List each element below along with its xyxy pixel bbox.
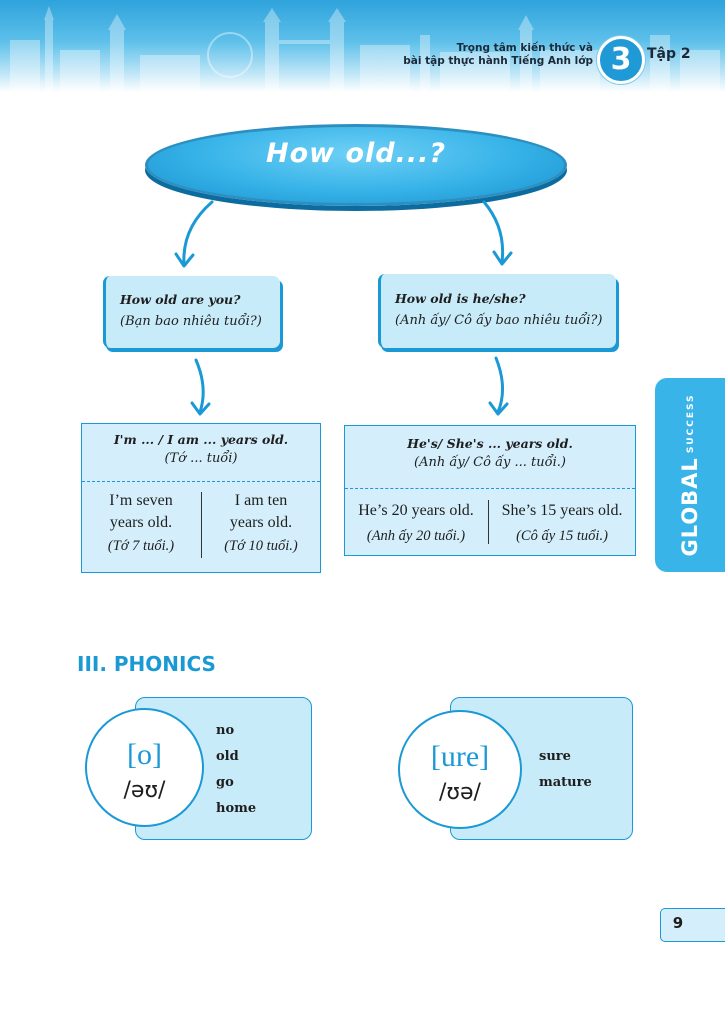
question-you: How old are you? — [120, 292, 241, 307]
arrow-mid-left — [196, 360, 203, 412]
question-he-she-translation: (Anh ấy/ Cô ấy bao nhiêu tuổi?) — [395, 313, 603, 328]
word: home — [216, 801, 257, 816]
volume-label: Tập 2 — [647, 46, 691, 62]
example-line: years old. — [109, 514, 173, 531]
pattern-you-block — [82, 432, 320, 466]
word: no — [216, 723, 235, 738]
phonics-symbol: [o] — [127, 738, 162, 771]
page-number: 9 — [672, 914, 684, 932]
grade-badge: 3 — [597, 36, 645, 84]
example-translation: (Tớ 7 tuổi.) — [107, 538, 175, 554]
example-translation: (Anh ấy 20 tuổi.) — [366, 528, 466, 544]
brand-logo — [678, 393, 702, 556]
example-translation: (Cô ấy 15 tuổi.) — [516, 528, 608, 544]
question-you-translation: (Bạn bao nhiêu tuổi?) — [120, 314, 262, 329]
word: sure — [539, 749, 571, 764]
page-title: How old...? — [265, 138, 447, 169]
phonics-circle-ure — [398, 710, 522, 829]
question-box-he-she — [378, 274, 616, 348]
example-she — [489, 500, 635, 545]
phonics-ipa: /əʊ/ — [123, 778, 166, 803]
example-translation: (Tớ 10 tuổi.) — [224, 538, 298, 554]
example-line: He’s 20 years old. — [358, 502, 474, 519]
example-you-1 — [82, 490, 200, 555]
section-heading-phonics: III. PHONICS — [77, 652, 216, 676]
phonics-ipa: /ʊə/ — [439, 780, 481, 805]
pattern-you-translation: (Tớ ... tuổi) — [164, 451, 238, 466]
brand-subtitle: SUCCESS — [686, 393, 696, 454]
example-line: I’m seven — [109, 492, 173, 509]
series-line-2: bài tập thực hành Tiếng Anh lớp — [403, 55, 593, 67]
word: old — [216, 749, 239, 764]
phonics-circle-o — [85, 708, 204, 827]
arrow-top-left — [184, 202, 212, 264]
answer-box-he-she — [344, 425, 636, 556]
series-line-1: Trọng tâm kiến thức và — [456, 42, 593, 54]
dashed-divider — [82, 481, 320, 482]
word: mature — [539, 775, 592, 790]
brand-name: GLOBAL — [678, 457, 702, 557]
pattern-he-she: He's/ She's ... years old. — [407, 436, 573, 451]
word: go — [216, 775, 234, 790]
pattern-he-she-translation: (Anh ấy/ Cô ấy ... tuổi.) — [414, 455, 566, 470]
example-line: She’s 15 years old. — [501, 502, 623, 519]
example-he — [345, 500, 487, 545]
question-he-she: How old is he/she? — [395, 291, 526, 306]
answer-box-you — [81, 423, 321, 573]
word-list — [539, 744, 592, 796]
word-list — [216, 718, 256, 822]
question-box-you — [103, 276, 280, 348]
pattern-he-she-block — [345, 436, 635, 470]
phonics-symbol: [ure] — [430, 740, 490, 773]
example-line: years old. — [229, 514, 293, 531]
pattern-you: I'm ... / I am ... years old. — [113, 432, 289, 447]
arrow-mid-right — [496, 358, 503, 412]
dashed-divider — [345, 488, 635, 489]
example-line: I am ten — [234, 492, 288, 509]
example-you-2 — [202, 490, 320, 555]
